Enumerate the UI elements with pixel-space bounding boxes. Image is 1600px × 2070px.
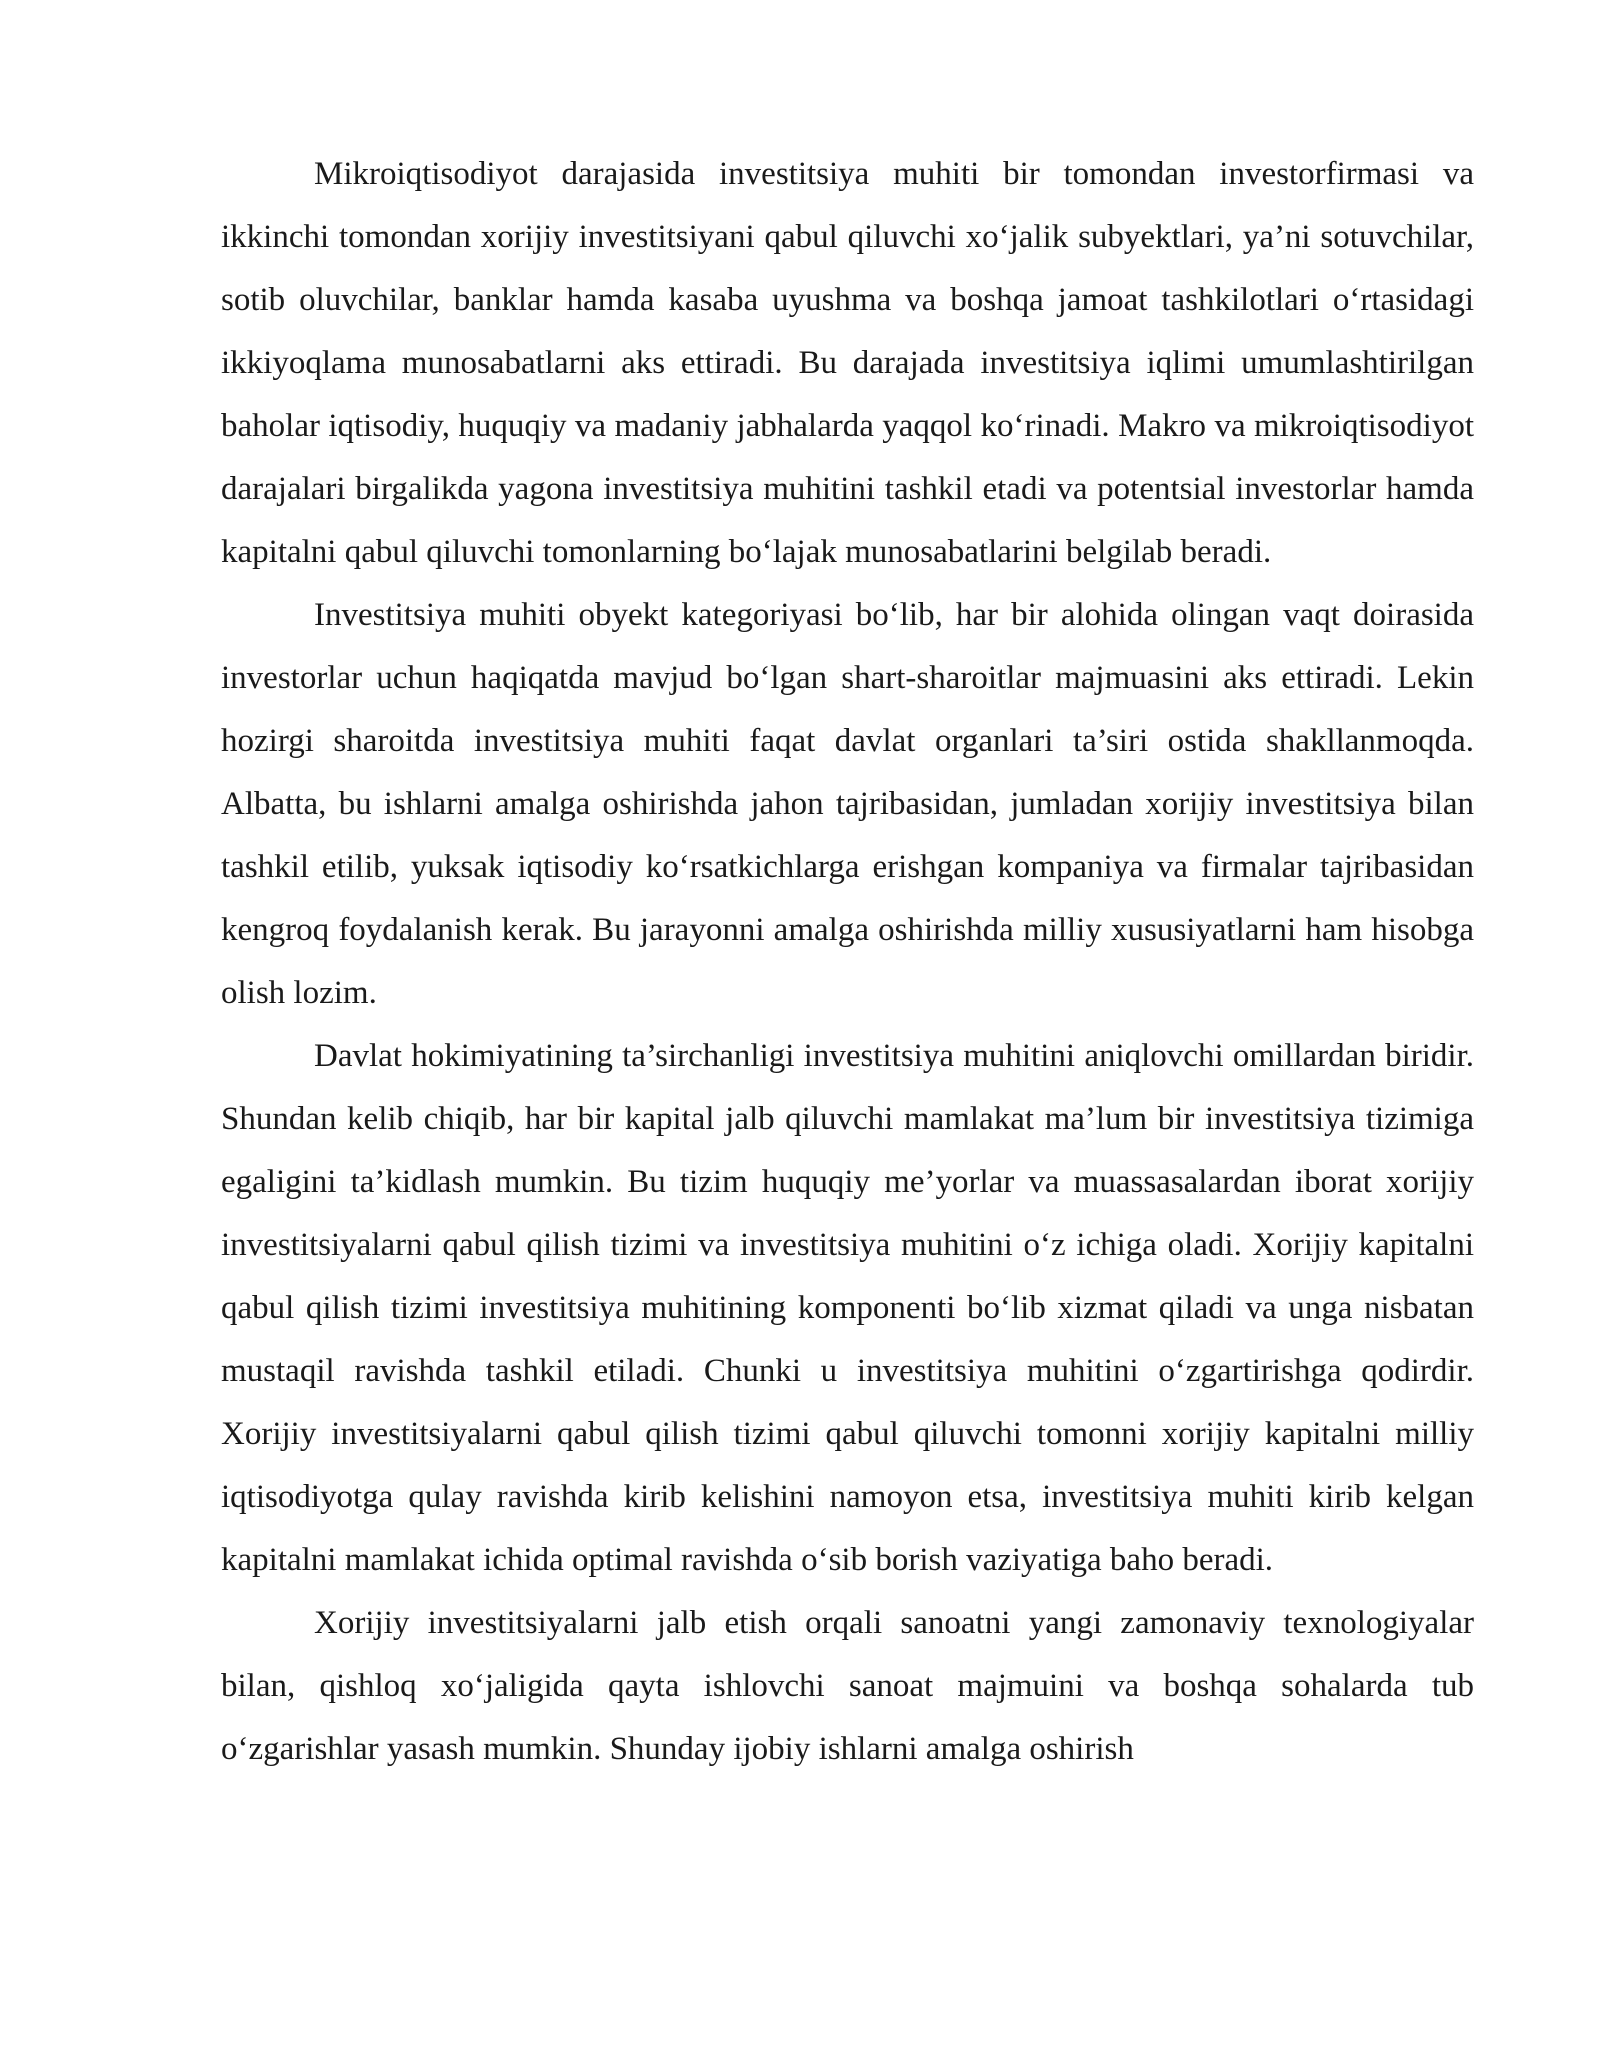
paragraph: Xorijiy investitsiyalarni jalb etish orqali sanoatni yangi zamonaviy texnologiyalar bilan, qishloq xo‘jaligida qayta ishlovchi sanoat majmuini va boshqa sohalarda tub o‘zgarishlar yasash mumkin. Shunday ijobiy ishlarni amalga oshirish bbox=[221, 1605, 1474, 1767]
paragraph: Davlat hokimiyatining ta’sirchanligi investitsiya muhitini aniqlovchi omillardan biridir. Shundan kelib chiqib, har bir kapital jalb qiluvchi mamlakat ma’lum bir investitsiya tizimiga egaligini ta’kidlash mumkin. Bu tizim huquqiy me’yorlar va muassasalardan iborat xorijiy investitsiyalarni qabul qilish tizimi va investitsiya muhitini o‘z ichiga oladi. Xorijiy kapitalni qabul qilish tizimi investitsiya muhitining komponenti bo‘lib xizmat qiladi va unga nisbatan mustaqil ravishda tashkil etiladi. Chunki u investitsiya muhitini o‘zgartirishga qodirdir. Xorijiy investitsiyalarni qabul qilish tizimi qabul qiluvchi tomonni xorijiy kapitalni milliy iqtisodiyotga qulay ravishda kirib kelishini namoyon etsa, investitsiya muhiti kirib kelgan kapitalni mamlakat ichida optimal ravishda o‘sib borish vaziyatiga baho beradi. bbox=[221, 1038, 1474, 1578]
document-body bbox=[221, 143, 1474, 1781]
paragraph: Mikroiqtisodiyot darajasida investitsiya muhiti bir tomondan investorfirmasi va ikkinchi tomondan xorijiy investitsiyani qabul qiluvchi xo‘jalik subyektlari, ya’ni sotuvchilar, sotib oluvchilar, banklar hamda kasaba uyushma va boshqa jamoat tashkilotlari o‘rtasidagi ikkiyoqlama munosabatlarni aks ettiradi. Bu darajada investitsiya iqlimi umumlashtirilgan baholar iqtisodiy, huquqiy va madaniy jabhalarda yaqqol ko‘rinadi. Makro va mikroiqtisodiyot darajalari birgalikda yagona investitsiya muhitini tashkil etadi va potentsial investorlar hamda kapitalni qabul qiluvchi tomonlarning bo‘lajak munosabatlarini belgilab beradi. bbox=[221, 156, 1474, 570]
paragraph: Investitsiya muhiti obyekt kategoriyasi bo‘lib, har bir alohida olingan vaqt doirasida investorlar uchun haqiqatda mavjud bo‘lgan shart-sharoitlar majmuasini aks ettiradi. Lekin hozirgi sharoitda investitsiya muhiti faqat davlat organlari ta’siri ostida shakllanmoqda. Albatta, bu ishlarni amalga oshirishda jahon tajribasidan, jumladan xorijiy investitsiya bilan tashkil etilib, yuksak iqtisodiy ko‘rsatkichlarga erishgan kompaniya va firmalar tajribasidan kengroq foydalanish kerak. Bu jarayonni amalga oshirishda milliy xususiyatlarni ham hisobga olish lozim. bbox=[221, 597, 1474, 1011]
